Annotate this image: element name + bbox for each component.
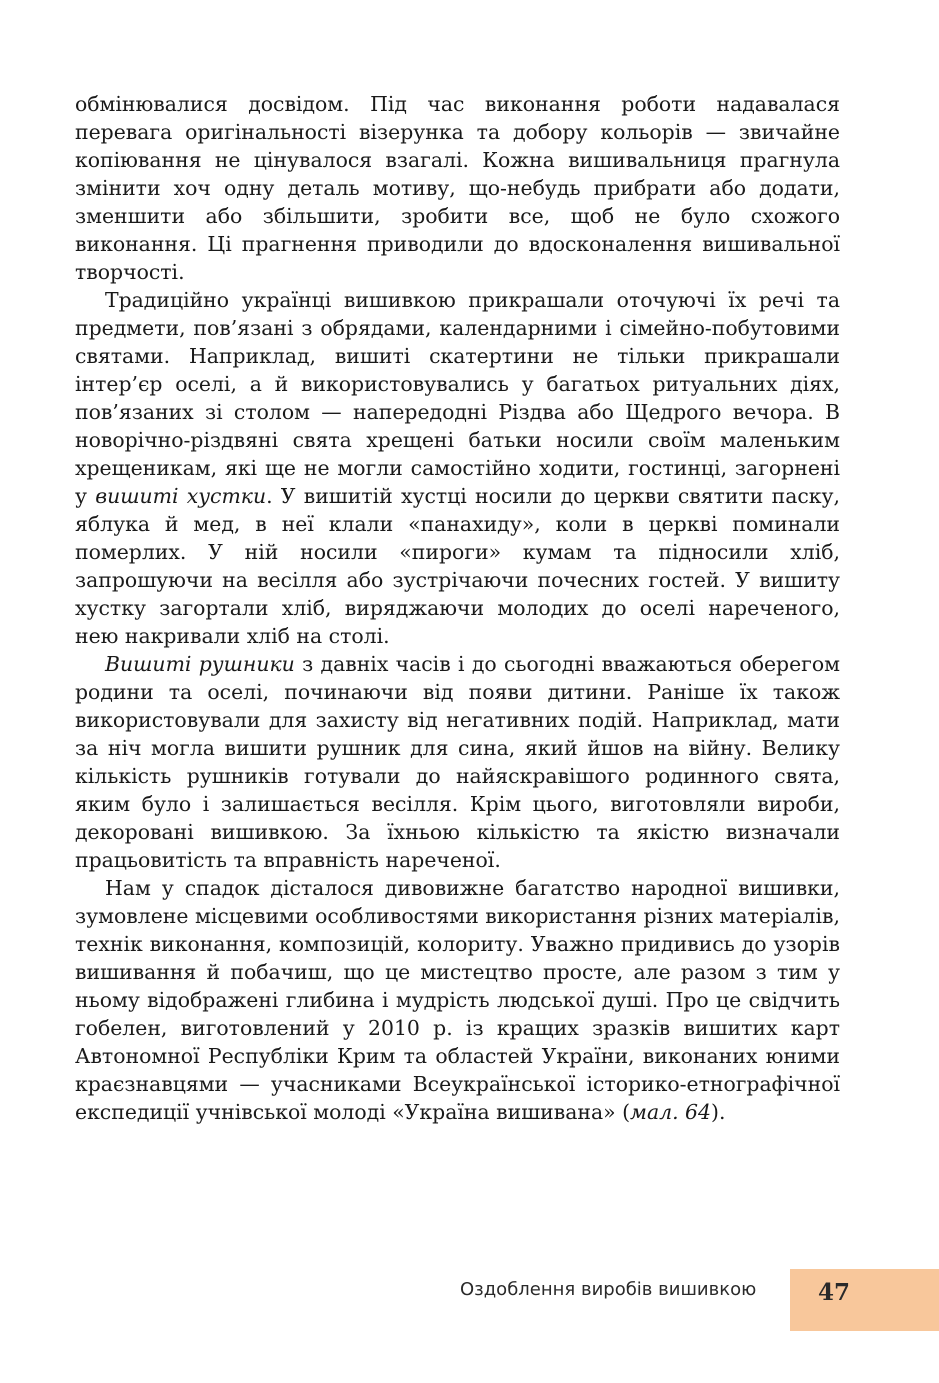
page-body-text [75, 90, 840, 1126]
paragraph-2 [75, 286, 840, 650]
page-number-tab [790, 1269, 939, 1331]
paragraph-3 [75, 650, 840, 874]
paragraph-2-italic-term: вишиті хустки [95, 484, 267, 508]
page-number: 47 [818, 1279, 851, 1306]
paragraph-4-closing: ). [711, 1100, 726, 1124]
running-footer-title: Оздоблення виробів вишивкою [460, 1279, 757, 1300]
paragraph-2-text-b: . У вишитій хустці носили до церкви святити паску, яблука й мед, в неї клали «панахиду», коли в церкві поминали померлих. У ній носили «пироги» кумам та підносили хліб, запрошуючи на весілля або зустрічаючи почесних гостей. У вишиту хустку загортали хліб, виряджаючи молодих до оселі нареченого, нею накривали хліб на столі. [75, 484, 840, 648]
figure-reference: мал. 64 [630, 1100, 712, 1124]
paragraph-3-text: з давніх часів і до сьогодні вважаються оберегом родини та оселі, починаючи від появи дитини. Раніше їх також використовували для захисту від негативних подій. Наприклад, мати за ніч могла вишити рушник для сина, який йшов на війну. Велику кількість рушників готували до найяскравішого родинного свята, яким було і залишається весілля. Крім цього, виготовляли вироби, декоровані вишивкою. За їхньою кількістю та якістю визначали працьовитість та вправність нареченої. [75, 652, 840, 872]
paragraph-4-text: Нам у спадок дісталося дивовижне багатство народної вишивки, зумовлене місцевими особливостями використання різних матеріалів, технік виконання, композицій, колориту. Уважно придивись до узорів вишивання й побачиш, що це мистецтво просте, але разом з тим у ньому відображені глибина і мудрість людської душі. Про це свідчить гобелен, виготовлений у 2010 р. із кращих зразків вишитих карт Автономної Республіки Крим та областей України, виконаних юними краєзнавцями — учасниками Всеукраїнської історико-етнографічної експедиції учнівської молоді «Україна вишивана» ( [75, 876, 840, 1124]
paragraph-3-italic-term: Вишиті рушники [105, 652, 295, 676]
paragraph-4 [75, 874, 840, 1126]
paragraph-1 [75, 90, 840, 286]
paragraph-2-text-a: Традиційно українці вишивкою прикрашали оточуючі їх речі та предмети, пов’язані з обрядами, календарними і сімейно-побутовими святами. Наприклад, вишиті скатертини не тільки прикрашали інтер’єр оселі, а й використовувались у багатьох ритуальних діях, пов’язаних зі столом — напередодні Різдва або Щедрого вечора. В новорічно-різдвяні свята хрещені батьки носили своїм маленьким хрещеникам, які ще не могли самостійно ходити, гостинці, загорнені у [75, 288, 840, 508]
paragraph-1-text: обмінювалися досвідом. Під час виконання роботи надавалася перевага оригінальності візерунка та добору кольорів — звичайне копіювання не цінувалося взагалі. Кожна вишивальниця прагнула змінити хоч одну деталь мотиву, що-небудь прибрати або додати, зменшити або збільшити, зробити все, щоб не було схожого виконання. Ці прагнення приводили до вдосконалення вишивальної творчості. [75, 92, 840, 284]
